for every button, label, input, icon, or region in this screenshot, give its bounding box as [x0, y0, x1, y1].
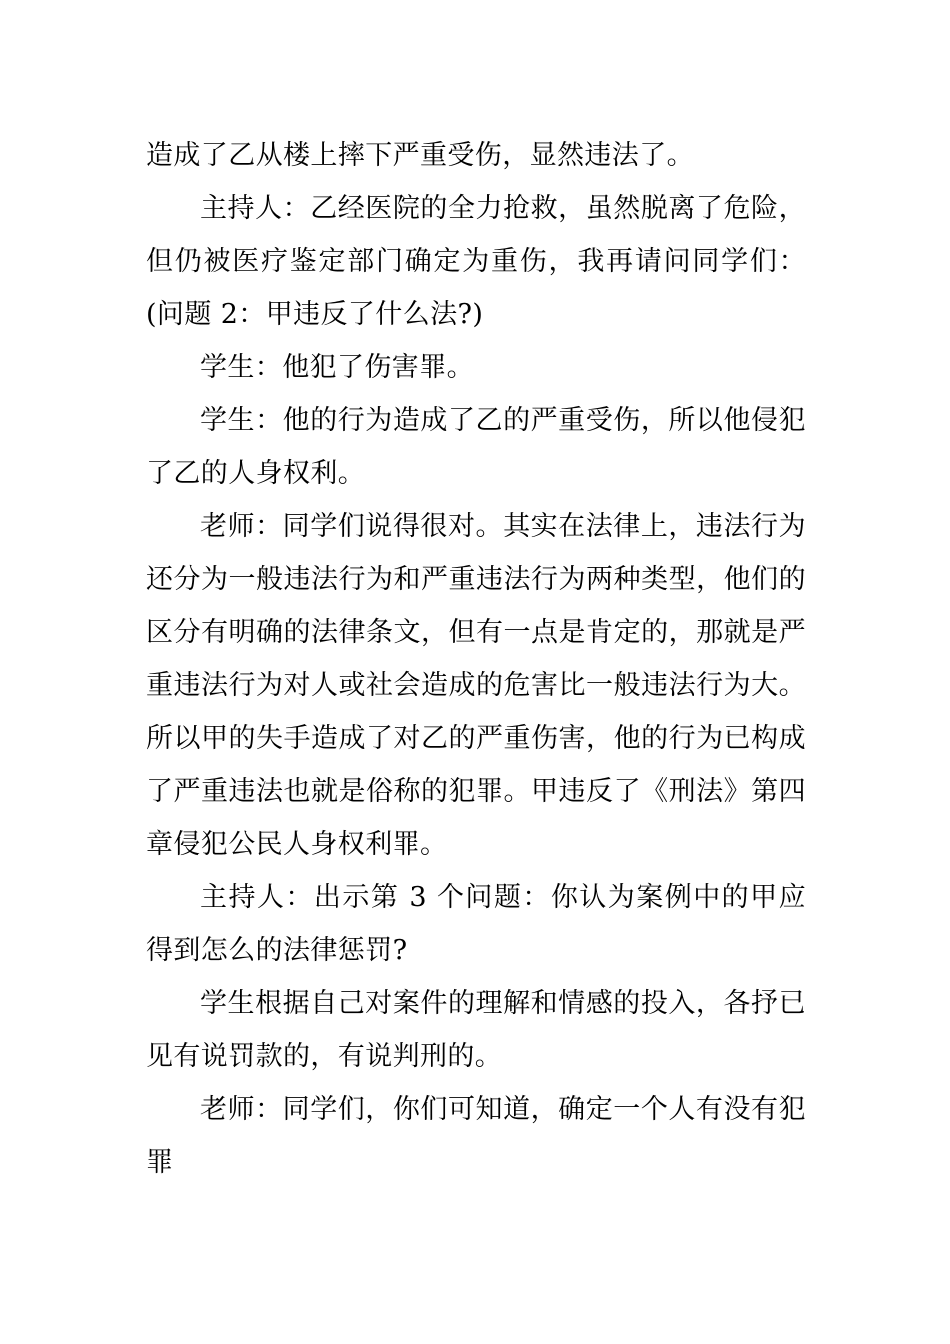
paragraph-host-question-3: 主持人：出示第 3 个问题：你认为案例中的甲应得到怎么的法律惩罚?	[146, 882, 806, 966]
paragraph-teacher-continuation: 老师：同学们，你们可知道，确定一个人有没有犯罪	[146, 1094, 806, 1178]
paragraph-continuation: 造成了乙从楼上摔下严重受伤，显然违法了。	[146, 140, 694, 171]
paragraph-student-opinions: 学生根据自己对案件的理解和情感的投入，各抒已见有说罚款的，有说判刑的。	[146, 988, 806, 1072]
paragraph-student-answer-2: 学生：他的行为造成了乙的严重受伤，所以他侵犯了乙的人身权利。	[146, 405, 806, 489]
paragraph-teacher-explanation: 老师：同学们说得很对。其实在法律上，违法行为还分为一般违法行为和严重违法行为两种类型，他们的区分有明确的法律条文，但有一点是肯定的，那就是严重违法行为对人或社会造成的危害比一般违法行为大。所以甲的失手造成了对乙的严重伤害，他的行为已构成了严重违法也就是俗称的犯罪。甲违反了《刑法》第四章侵犯公民人身权利罪。	[146, 511, 806, 860]
paragraph-student-answer-1: 学生：他犯了伤害罪。	[200, 352, 474, 383]
document-body	[146, 129, 806, 1189]
paragraph-host-question-2: 主持人：乙经医院的全力抢救，虽然脱离了危险，但仍被医疗鉴定部门确定为重伤，我再请问同学们：(问题 2：甲违反了什么法?)	[146, 193, 806, 330]
